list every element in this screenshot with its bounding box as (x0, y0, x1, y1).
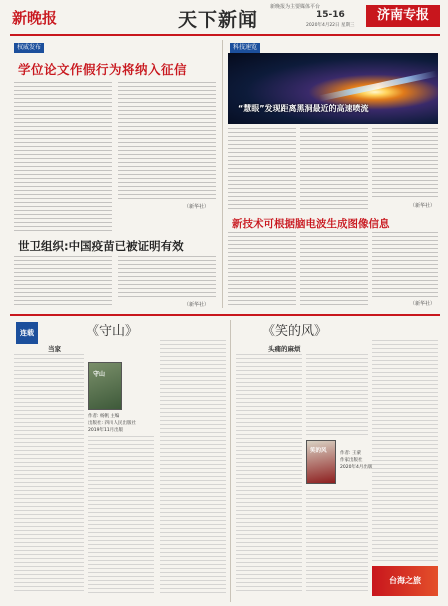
serial-badge-text: 连载 (20, 329, 34, 337)
article-brainwave-col2 (300, 232, 368, 308)
masthead-rule (10, 34, 440, 36)
book1-title: 《守山》 (86, 324, 139, 339)
article-thesis-col2 (118, 82, 216, 200)
book1-caption-3: 2019年11月出版 (88, 428, 124, 433)
column-divider (222, 40, 223, 308)
jet-streak (319, 71, 438, 102)
article-vaccine-col2 (118, 256, 216, 300)
book2-chapter: 头痛的麻烦 (268, 345, 301, 353)
book2-col3 (372, 340, 438, 562)
bottom-ad (372, 566, 438, 596)
book1-cover-title: 守山 (93, 371, 106, 378)
byline-vaccine: （新华社） (184, 302, 210, 308)
book1-caption-1: 作者: 杨帆 主编 (88, 414, 120, 419)
bottom-ad-text: 台海之旅 (389, 576, 421, 585)
book2-col2b (306, 490, 368, 594)
book2-cover-title: 笑的风 (310, 448, 327, 454)
book1-chapter: 当家 (48, 345, 61, 353)
lower-column-divider (230, 320, 231, 602)
book2-col2 (306, 354, 368, 436)
blackhole-image (228, 53, 438, 124)
byline-brainwave: （新华社） (410, 301, 436, 307)
book2-cover (306, 440, 336, 484)
logo-left (12, 7, 57, 28)
logo-right (366, 5, 440, 27)
tag-authority: 权威发布 (14, 43, 44, 53)
book2-caption-3: 2020年4月出版 (340, 465, 373, 470)
masthead (0, 0, 448, 34)
book2-caption-1: 作者: 王蒙 (340, 451, 361, 456)
byline-blackhole: （新华社） (410, 203, 436, 209)
book2-col1 (236, 354, 302, 594)
headline-brainwave: 新技术可根据脑电波生成图像信息 (232, 218, 390, 230)
headline-vaccine: 世卫组织:中国疫苗已被证明有效 (18, 239, 184, 253)
article-vaccine-col1 (14, 256, 112, 308)
date-line: 2020年4月22日 星期三 (306, 23, 355, 28)
logo-right-text: 济南专报 (376, 8, 429, 23)
book1-col2 (88, 436, 154, 594)
article-blackhole-col2 (300, 128, 368, 210)
book2-caption-2: 作家出版社 (340, 458, 363, 463)
section-title: 天下新闻 (178, 9, 259, 31)
book2-title: 《笑的风》 (262, 324, 328, 339)
serial-badge (16, 322, 38, 344)
article-blackhole-col1 (228, 128, 296, 210)
lower-separator (10, 314, 440, 316)
tag-tech: 科技速览 (230, 43, 260, 53)
logo-left-text: 新晚报 (12, 9, 58, 27)
headline-thesis: 学位论文作假行为将纳入征信 (18, 62, 188, 77)
page-number: 15-16 (316, 10, 345, 20)
top-small-text: 新晚报为主要媒体平台 (270, 4, 321, 10)
book1-caption-2: 出版社: 四川人民出版社 (88, 421, 136, 426)
article-brainwave-col3 (372, 232, 438, 298)
book1-col1 (14, 354, 84, 594)
byline-thesis: （新华社） (184, 204, 210, 210)
image-caption: “慧眼”发现距离黑洞最近的高速喷流 (238, 104, 369, 113)
book1-col3 (160, 340, 226, 594)
article-brainwave-col1 (228, 232, 296, 308)
article-blackhole-col3 (372, 128, 438, 200)
article-thesis-col1 (14, 82, 112, 232)
book1-cover (88, 362, 122, 410)
